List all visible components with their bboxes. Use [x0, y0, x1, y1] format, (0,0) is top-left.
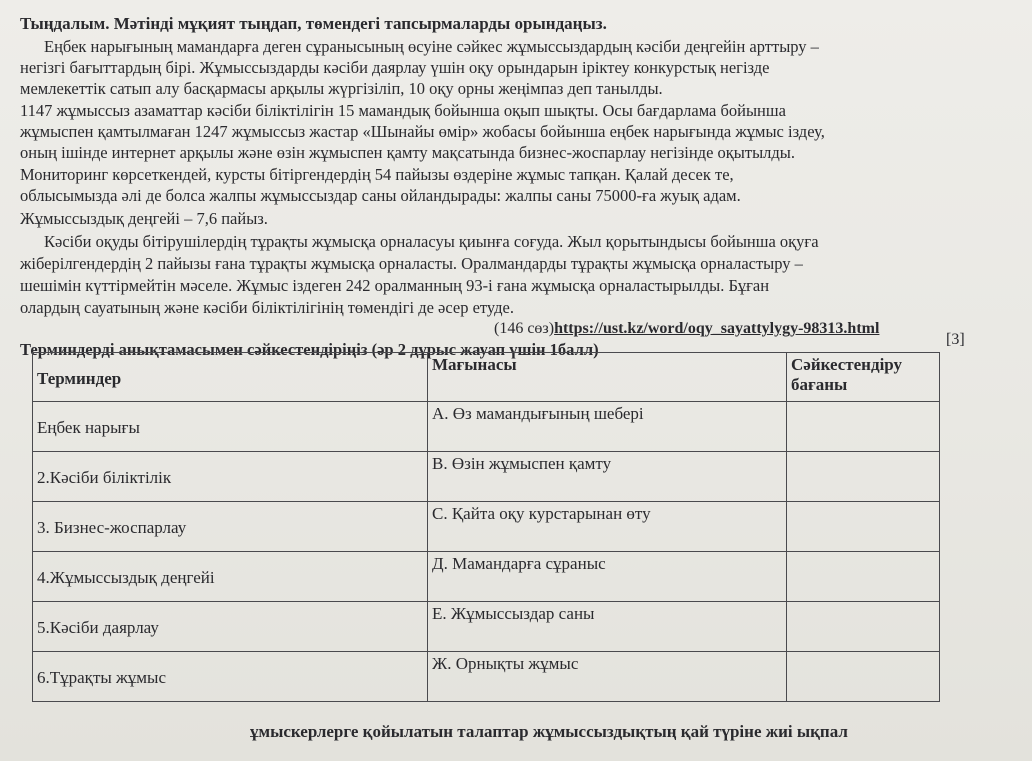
answer-cell[interactable] — [787, 602, 940, 652]
source-citation — [494, 319, 879, 339]
table-row — [33, 502, 940, 552]
text-line: оның ішінде интернет арқылы және өзін жұмыспен қамту мақсатында бизнес-жоспарлау негізінде оқытылды. — [20, 143, 796, 162]
text-line: Еңбек нарығының мамандарға деген сұранысының өсуіне сәйкес жұмыссыздардың кәсіби деңгейін арттыру – — [44, 37, 819, 56]
term-cell: 3. Бизнес-жоспарлау — [33, 502, 428, 552]
term-cell: Еңбек нарығы — [33, 402, 428, 452]
meaning-cell: Ж. Орнықты жұмыс — [428, 652, 787, 702]
table-row — [33, 552, 940, 602]
matching-table — [32, 352, 940, 702]
term-cell: 5.Кәсіби даярлау — [33, 602, 428, 652]
answer-cell[interactable] — [787, 652, 940, 702]
page-title: Тыңдалым. Мәтінді мұқият тыңдап, төмендегі тапсырмаларды орындаңыз. — [20, 14, 607, 33]
text-line: шешімін күттірмейтін мәселе. Жұмыс іздеген 242 оралманның 93-і ғана жұмысқа орналастырылды. Бұған — [20, 276, 770, 295]
task-instruction: Терминдерді анықтамасымен сәйкестендіріңіз (әр 2 дұрыс жауап үшін 1балл) — [20, 340, 599, 359]
word-count: (146 сөз) — [494, 320, 555, 337]
header-terms: Терминдер — [33, 353, 428, 402]
text-line: Жұмыссыздық деңгейі – 7,6 пайыз. — [20, 209, 268, 228]
text-line: Мониторинг көрсеткендей, курсты бітіргендердің 54 пайызы өздеріне жұмыс тапқан. Қалай десек те, — [20, 165, 734, 184]
term-cell: 2.Кәсіби біліктілік — [33, 452, 428, 502]
text-line: жіберілгендердің 2 пайызы ғана тұрақты жұмысқа орналасты. Оралмандарды тұрақты жұмысқа орналастыру – — [20, 254, 803, 273]
table-row — [33, 452, 940, 502]
meaning-cell: С. Қайта оқу курстарынан өту — [428, 502, 787, 552]
header-matching: Сәйкестендіру бағаны — [787, 353, 940, 402]
answer-cell[interactable] — [787, 552, 940, 602]
term-cell: 6.Тұрақты жұмыс — [33, 652, 428, 702]
next-question-text: ұмыскерлерге қойылатын талаптар жұмыссыздықтың қай түріне жиі ықпал — [250, 722, 848, 741]
answer-cell[interactable] — [787, 452, 940, 502]
table-header-row — [33, 353, 940, 402]
text-line: 1147 жұмыссыз азаматтар кәсіби біліктілігін 15 мамандық бойынша оқып шықты. Осы бағдарлама бойынша — [20, 101, 786, 120]
text-line: Кәсіби оқуды бітірушілердің тұрақты жұмысқа орналасуы қиынға соғуда. Жыл қорытындысы бойынша оқуға — [44, 232, 819, 251]
source-link[interactable]: https://ust.kz/word/oqy_sayattylygy-98313.html — [554, 320, 880, 337]
meaning-cell: Е. Жұмыссыздар саны — [428, 602, 787, 652]
text-line: негізгі бағыттардың бірі. Жұмыссыздарды кәсіби даярлау үшін оқу орындарын іріктеу конкурстық негізде — [20, 58, 770, 77]
meaning-cell: В. Өзін жұмыспен қамту — [428, 452, 787, 502]
text-line: мемлекеттік сатып алу басқармасы арқылы жүргізіліп, 10 оқу орны жеңімпаз деп танылды. — [20, 79, 663, 98]
text-line: олардың сауатының және кәсіби біліктілігінің төмендігі де әсер етуде. — [20, 298, 514, 317]
table-row — [33, 602, 940, 652]
answer-cell[interactable] — [787, 402, 940, 452]
table-row — [33, 402, 940, 452]
meaning-cell: А. Өз мамандығының шебері — [428, 402, 787, 452]
header-meaning: Мағынасы — [428, 353, 787, 402]
term-cell: 4.Жұмыссыздық деңгейі — [33, 552, 428, 602]
table-row — [33, 652, 940, 702]
text-line: жұмыспен қамтылмаған 1247 жұмыссыз жастар «Шынайы өмір» жобасы бойынша еңбек нарығында жұмыс іздеу, — [20, 122, 825, 141]
answer-cell[interactable] — [787, 502, 940, 552]
meaning-cell: Д. Мамандарға сұраныс — [428, 552, 787, 602]
text-line: облысымызда әлі де болса жалпы жұмыссыздар саны ойландырады: жалпы саны 75000-ға жуық адам. — [20, 186, 741, 205]
score-mark: [3] — [946, 331, 965, 348]
